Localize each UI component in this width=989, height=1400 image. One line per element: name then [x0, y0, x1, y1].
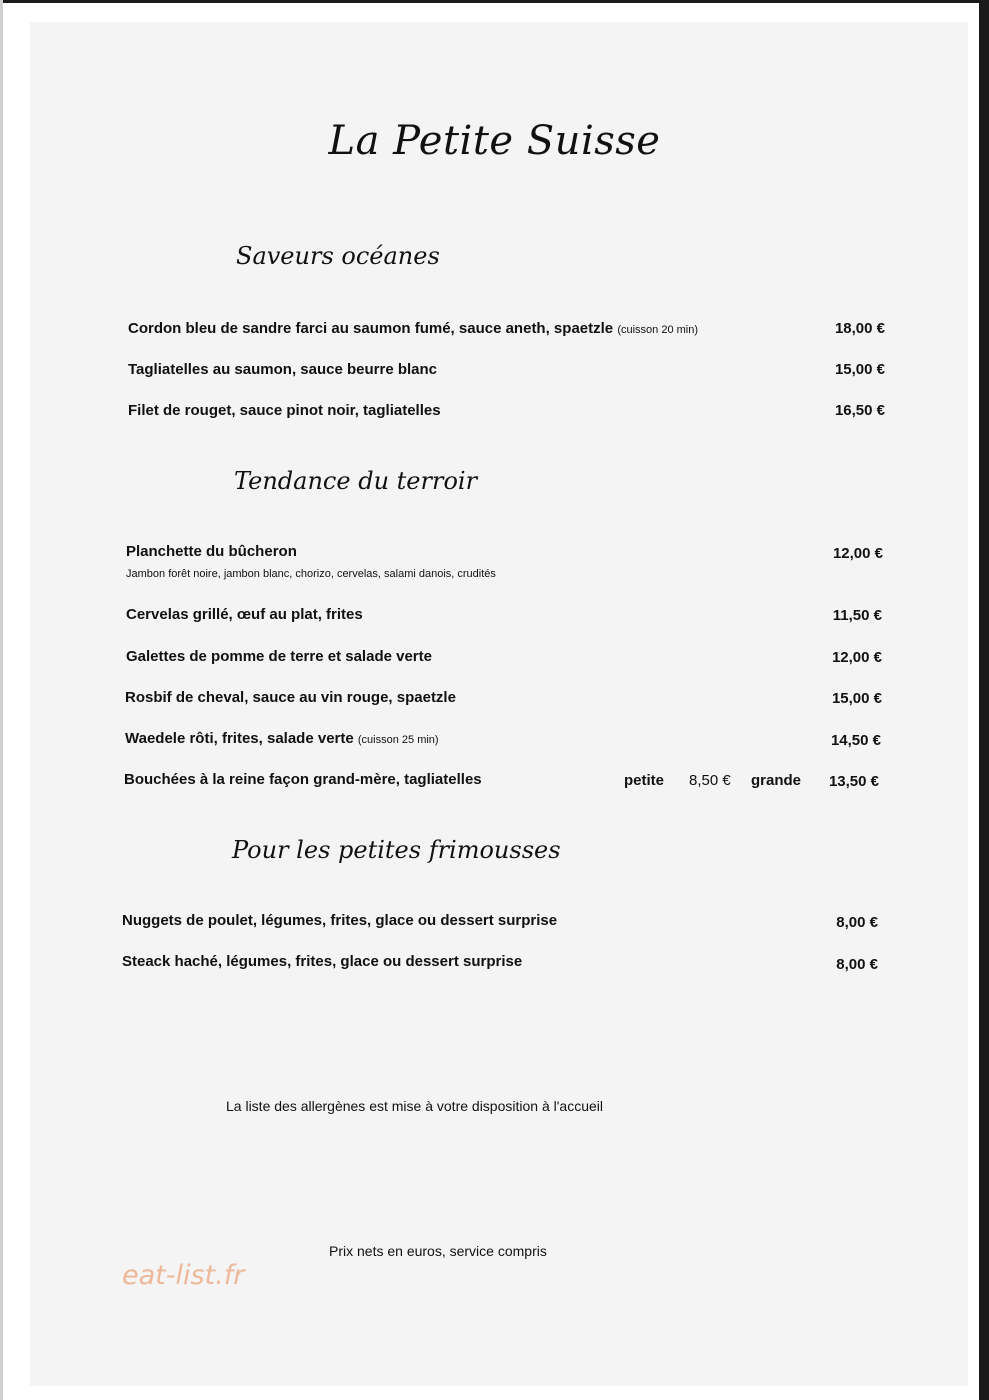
- menu-item-price: 12,00 €: [831, 649, 882, 666]
- scan-edge-top: [0, 0, 989, 3]
- section-title: Saveurs océanes: [236, 242, 440, 270]
- menu-item-price: 8,00 €: [836, 956, 878, 973]
- menu-item-name: Cervelas grillé, œuf au plat, frites: [126, 606, 363, 623]
- menu-item-price: 12,00 €: [832, 545, 883, 562]
- scan-edge-right: [979, 0, 989, 1400]
- menu-item-price: 15,00 €: [834, 361, 885, 378]
- menu-item-name: Bouchées à la reine façon grand-mère, tagliatelles: [124, 771, 482, 788]
- menu-item-name: Filet de rouget, sauce pinot noir, tagliatelles: [128, 402, 441, 419]
- scan-edge-left: [0, 0, 3, 1400]
- menu-item-price: 14,50 €: [830, 732, 881, 749]
- menu-item-name: Tagliatelles au saumon, sauce beurre blanc: [128, 361, 438, 378]
- menu-item-note: (cuisson 25 min): [357, 734, 439, 746]
- menu-item-price: 13,50 €: [828, 773, 879, 790]
- portion-small-label: petite: [624, 772, 665, 789]
- menu-item-name: Galettes de pomme de terre et salade verte: [126, 648, 432, 665]
- menu-item-name: Planchette du bûcheron: [126, 543, 297, 560]
- price-note: Prix nets en euros, service compris: [329, 1243, 547, 1259]
- menu-item-note: (cuisson 20 min): [617, 324, 699, 336]
- menu-item-description: Jambon forêt noire, jambon blanc, chorizo, cervelas, salami danois, crudités: [126, 568, 496, 580]
- menu-item-name: Steack haché, légumes, frites, glace ou dessert surprise: [122, 953, 523, 970]
- section-title: Tendance du terroir: [234, 467, 478, 495]
- portion-small-price: 8,50 €: [689, 772, 731, 789]
- menu-item-price: 16,50 €: [834, 402, 885, 419]
- menu-item-price: 11,50 €: [832, 607, 882, 624]
- menu-item-name: Rosbif de cheval, sauce au vin rouge, spaetzle: [125, 689, 456, 706]
- menu-item-name: Cordon bleu de sandre farci au saumon fumé, sauce aneth, spaetzle (cuisson 20 min): [128, 320, 699, 337]
- section-title: Pour les petites frimousses: [232, 836, 561, 864]
- menu-item-name: Waedele rôti, frites, salade verte (cuisson 25 min): [125, 730, 439, 747]
- menu-item-price: 18,00 €: [834, 320, 885, 337]
- menu-item-price: 15,00 €: [831, 690, 882, 707]
- watermark: eat-list.fr: [122, 1260, 245, 1291]
- menu-item-price: 8,00 €: [836, 914, 878, 931]
- restaurant-name: La Petite Suisse: [328, 118, 661, 164]
- allergen-note: La liste des allergènes est mise à votre disposition à l'accueil: [226, 1098, 603, 1114]
- portion-large-label: grande: [751, 772, 802, 789]
- menu-item-name: Nuggets de poulet, légumes, frites, glace ou dessert surprise: [122, 912, 558, 929]
